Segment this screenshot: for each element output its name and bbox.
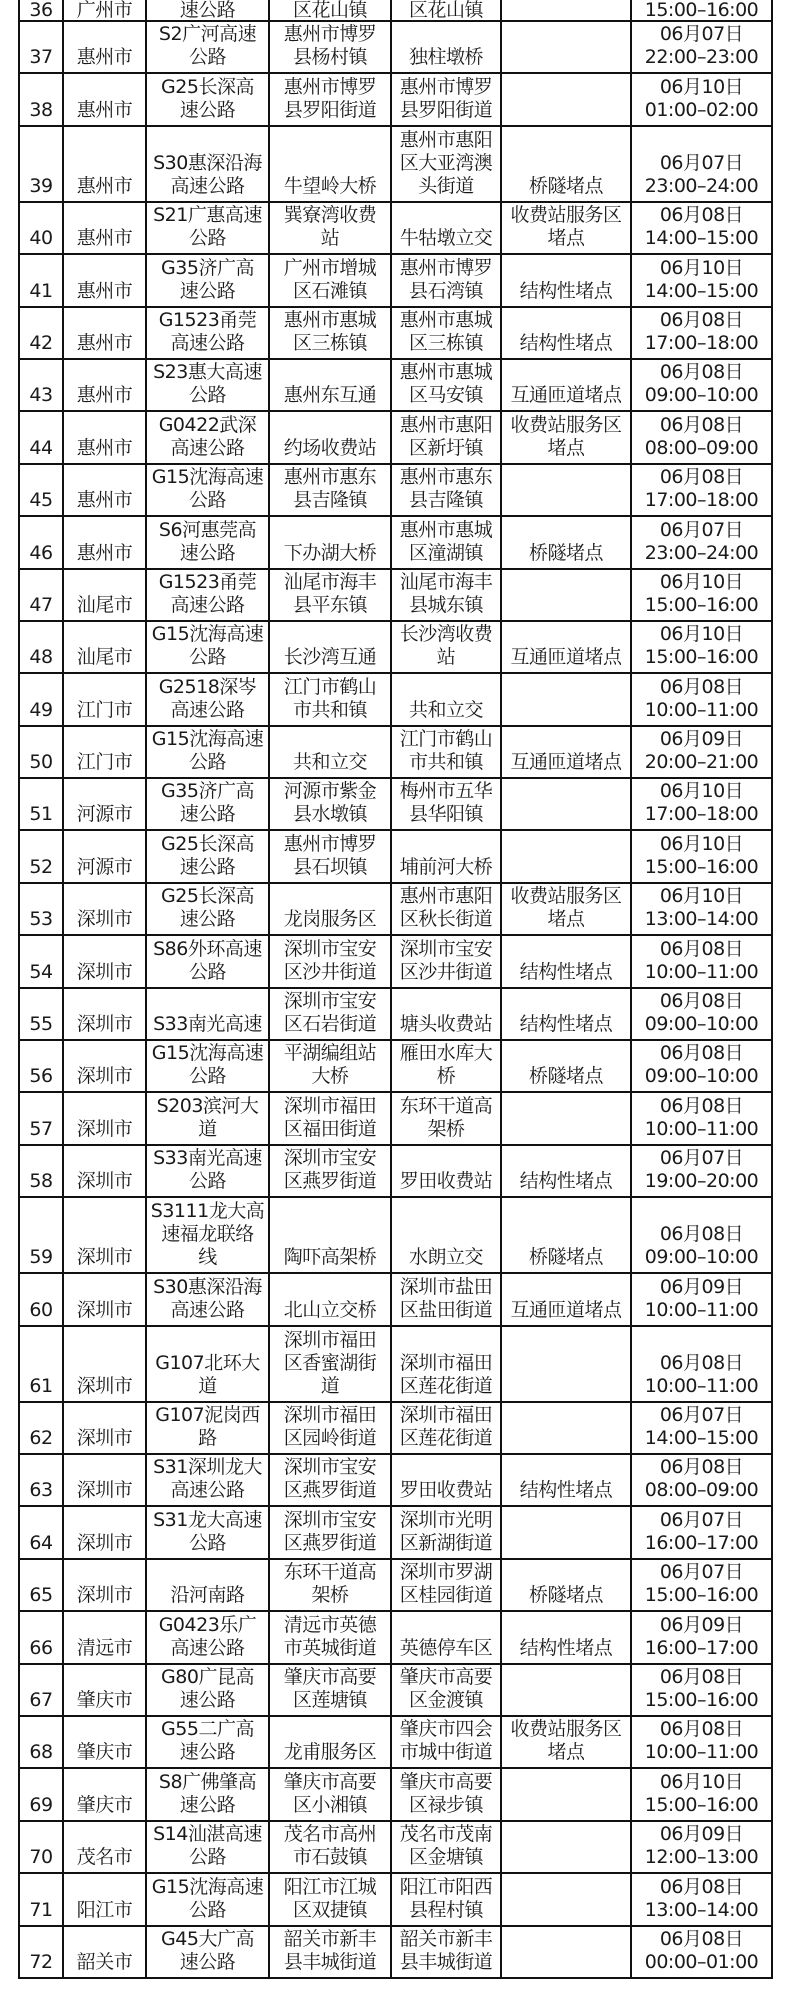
city-cell: 肇庆市: [63, 1664, 146, 1716]
road-name-cell: S21广惠高速 公路: [146, 202, 269, 254]
congestion-type-cell: 互通匝道堵点: [501, 1273, 631, 1325]
start-point-cell: 长沙湾互通: [269, 621, 391, 673]
start-point-cell: 龙岗服务区: [269, 883, 391, 935]
table-row: [19, 1145, 772, 1197]
time-window-cell: 06月08日 00:00–01:00: [631, 1926, 772, 1978]
table-row: [19, 621, 772, 673]
row-number-cell: 54: [19, 935, 63, 987]
city-cell: 深圳市: [63, 1454, 146, 1506]
road-name-cell: S31龙大高速 公路: [146, 1506, 269, 1558]
time-window-cell: 06月08日 13:00–14:00: [631, 1873, 772, 1925]
city-cell: 韶关市: [63, 1926, 146, 1978]
time-window-cell: 06月07日 16:00–17:00: [631, 1506, 772, 1558]
end-point-cell: 英德停车区: [391, 1611, 501, 1663]
congestion-type-cell: [501, 21, 631, 73]
city-cell: 惠州市: [63, 126, 146, 202]
table-row: [19, 1716, 772, 1768]
city-cell: 深圳市: [63, 935, 146, 987]
table-row: [19, 1926, 772, 1978]
congestion-type-cell: 结构性堵点: [501, 254, 631, 306]
table-body: [19, 0, 772, 1978]
time-window-cell: 06月09日 20:00–21:00: [631, 726, 772, 778]
start-point-cell: 北山立交桥: [269, 1273, 391, 1325]
congestion-type-cell: [501, 1821, 631, 1873]
congestion-type-cell: [501, 830, 631, 882]
start-point-cell: 深圳市宝安 区燕罗街道: [269, 1454, 391, 1506]
start-point-cell: 深圳市宝安 区石岩街道: [269, 988, 391, 1040]
row-number-cell: 63: [19, 1454, 63, 1506]
congestion-type-cell: 桥隧堵点: [501, 126, 631, 202]
row-number-cell: 42: [19, 307, 63, 359]
row-number-cell: 44: [19, 411, 63, 463]
time-window-cell: 06月10日 17:00–18:00: [631, 778, 772, 830]
time-window-cell: 06月08日 15:00–16:00: [631, 1664, 772, 1716]
row-number-cell: 49: [19, 673, 63, 725]
time-window-cell: 06月07日 19:00–20:00: [631, 1145, 772, 1197]
congestion-type-cell: [501, 778, 631, 830]
start-point-cell: 东环干道高 架桥: [269, 1559, 391, 1611]
row-number-cell: 58: [19, 1145, 63, 1197]
start-point-cell: 区花山镇: [269, 0, 391, 21]
start-point-cell: 惠州市博罗 县石坝镇: [269, 830, 391, 882]
city-cell: 深圳市: [63, 1273, 146, 1325]
road-name-cell: S8广佛肇高 速公路: [146, 1768, 269, 1820]
end-point-cell: 深圳市罗湖 区桂园街道: [391, 1559, 501, 1611]
table-row: [19, 988, 772, 1040]
road-name-cell: S23惠大高速 公路: [146, 359, 269, 411]
city-cell: 河源市: [63, 778, 146, 830]
row-number-cell: 65: [19, 1559, 63, 1611]
table-row: [19, 1611, 772, 1663]
congestion-type-cell: 结构性堵点: [501, 1454, 631, 1506]
start-point-cell: 河源市紫金 县水墩镇: [269, 778, 391, 830]
congestion-type-cell: 收费站服务区 堵点: [501, 1716, 631, 1768]
start-point-cell: 深圳市福田 区香蜜湖街 道: [269, 1326, 391, 1402]
congestion-type-cell: 结构性堵点: [501, 1145, 631, 1197]
road-name-cell: G45大广高 速公路: [146, 1926, 269, 1978]
table-row: [19, 1821, 772, 1873]
road-name-cell: G25长深高 速公路: [146, 883, 269, 935]
time-window-cell: 06月08日 09:00–10:00: [631, 1197, 772, 1273]
time-window-cell: 06月08日 10:00–11:00: [631, 1326, 772, 1402]
row-number-cell: 62: [19, 1402, 63, 1454]
end-point-cell: 共和立交: [391, 673, 501, 725]
city-cell: 惠州市: [63, 21, 146, 73]
start-point-cell: 阳江市江城 区双捷镇: [269, 1873, 391, 1925]
congestion-type-cell: [501, 1926, 631, 1978]
start-point-cell: 惠州市博罗 县罗阳街道: [269, 73, 391, 125]
end-point-cell: 深圳市盐田 区盐田街道: [391, 1273, 501, 1325]
time-window-cell: 06月10日 15:00–16:00: [631, 569, 772, 621]
time-window-cell: 06月08日 09:00–10:00: [631, 359, 772, 411]
start-point-cell: 共和立交: [269, 726, 391, 778]
row-number-cell: 46: [19, 516, 63, 568]
start-point-cell: 江门市鹤山 市共和镇: [269, 673, 391, 725]
road-name-cell: G2518深岑 高速公路: [146, 673, 269, 725]
table-row: [19, 1768, 772, 1820]
row-number-cell: 40: [19, 202, 63, 254]
end-point-cell: 深圳市光明 区新湖街道: [391, 1506, 501, 1558]
time-window-cell: 06月08日 14:00–15:00: [631, 202, 772, 254]
city-cell: 深圳市: [63, 1040, 146, 1092]
end-point-cell: 惠州市惠阳 区新圩镇: [391, 411, 501, 463]
congestion-type-cell: 收费站服务区 堵点: [501, 411, 631, 463]
congestion-type-cell: [501, 0, 631, 21]
table-row: [19, 1506, 772, 1558]
start-point-cell: 深圳市福田 区福田街道: [269, 1092, 391, 1144]
congestion-type-cell: 结构性堵点: [501, 935, 631, 987]
table-row: [19, 202, 772, 254]
start-point-cell: 约场收费站: [269, 411, 391, 463]
road-name-cell: G25长深高 速公路: [146, 73, 269, 125]
end-point-cell: 惠州市博罗 县石湾镇: [391, 254, 501, 306]
row-number-cell: 50: [19, 726, 63, 778]
congestion-type-cell: 互通匝道堵点: [501, 359, 631, 411]
start-point-cell: 汕尾市海丰 县平东镇: [269, 569, 391, 621]
table-row: [19, 1873, 772, 1925]
city-cell: 惠州市: [63, 254, 146, 306]
congestion-type-cell: [501, 1506, 631, 1558]
row-number-cell: 56: [19, 1040, 63, 1092]
road-name-cell: S6河惠莞高 速公路: [146, 516, 269, 568]
time-window-cell: 06月08日 17:00–18:00: [631, 464, 772, 516]
row-number-cell: 69: [19, 1768, 63, 1820]
city-cell: 河源市: [63, 830, 146, 882]
end-point-cell: 肇庆市高要 区金渡镇: [391, 1664, 501, 1716]
end-point-cell: 长沙湾收费 站: [391, 621, 501, 673]
road-name-cell: S30惠深沿海 高速公路: [146, 126, 269, 202]
road-name-cell: G0422武深 高速公路: [146, 411, 269, 463]
end-point-cell: 牛牯墩立交: [391, 202, 501, 254]
road-name-cell: G107泥岗西 路: [146, 1402, 269, 1454]
congestion-type-cell: [501, 673, 631, 725]
row-number-cell: 72: [19, 1926, 63, 1978]
start-point-cell: 广州市增城 区石滩镇: [269, 254, 391, 306]
city-cell: 惠州市: [63, 516, 146, 568]
start-point-cell: 茂名市高州 市石鼓镇: [269, 1821, 391, 1873]
row-number-cell: 52: [19, 830, 63, 882]
city-cell: 江门市: [63, 726, 146, 778]
congestion-type-cell: [501, 1326, 631, 1402]
row-number-cell: 67: [19, 1664, 63, 1716]
table-row: [19, 359, 772, 411]
time-window-cell: 06月09日 16:00–17:00: [631, 1611, 772, 1663]
congestion-type-cell: [501, 1402, 631, 1454]
start-point-cell: 惠州市惠城 区三栋镇: [269, 307, 391, 359]
end-point-cell: 水朗立交: [391, 1197, 501, 1273]
table-row: [19, 411, 772, 463]
road-name-cell: G15沈海高速 公路: [146, 464, 269, 516]
table-row: [19, 1402, 772, 1454]
row-number-cell: 71: [19, 1873, 63, 1925]
end-point-cell: 汕尾市海丰 县城东镇: [391, 569, 501, 621]
road-name-cell: G107北环大 道: [146, 1326, 269, 1402]
row-number-cell: 53: [19, 883, 63, 935]
road-name-cell: S3111龙大高 速福龙联络 线: [146, 1197, 269, 1273]
end-point-cell: 深圳市宝安 区沙井街道: [391, 935, 501, 987]
congestion-type-cell: 桥隧堵点: [501, 1559, 631, 1611]
time-window-cell: 06月08日 17:00–18:00: [631, 307, 772, 359]
city-cell: 深圳市: [63, 1559, 146, 1611]
start-point-cell: 深圳市福田 区园岭街道: [269, 1402, 391, 1454]
table-row: [19, 464, 772, 516]
end-point-cell: 埔前河大桥: [391, 830, 501, 882]
time-window-cell: 06月09日 12:00–13:00: [631, 1821, 772, 1873]
city-cell: 惠州市: [63, 411, 146, 463]
row-number-cell: 68: [19, 1716, 63, 1768]
time-window-cell: 06月10日 15:00–16:00: [631, 830, 772, 882]
row-number-cell: 36: [19, 0, 63, 21]
road-name-cell: G15沈海高速 公路: [146, 726, 269, 778]
congestion-type-cell: [501, 1664, 631, 1716]
time-window-cell: 06月08日 10:00–11:00: [631, 1092, 772, 1144]
time-window-cell: 06月07日 23:00–24:00: [631, 126, 772, 202]
table-row: [19, 935, 772, 987]
table-row: [19, 254, 772, 306]
time-window-cell: 06月08日 10:00–11:00: [631, 935, 772, 987]
congestion-type-cell: [501, 569, 631, 621]
start-point-cell: 深圳市宝安 区沙井街道: [269, 935, 391, 987]
row-number-cell: 70: [19, 1821, 63, 1873]
time-window-cell: 06月08日 08:00–09:00: [631, 411, 772, 463]
table-row: [19, 1040, 772, 1092]
road-name-cell: G15沈海高速 公路: [146, 621, 269, 673]
time-window-cell: 06月08日 09:00–10:00: [631, 988, 772, 1040]
congestion-type-cell: [501, 73, 631, 125]
city-cell: 深圳市: [63, 1506, 146, 1558]
city-cell: 深圳市: [63, 1092, 146, 1144]
end-point-cell: 肇庆市四会 市城中街道: [391, 1716, 501, 1768]
table-row: [19, 1092, 772, 1144]
table-row: [19, 569, 772, 621]
row-number-cell: 43: [19, 359, 63, 411]
time-window-cell: 06月08日 09:00–10:00: [631, 1040, 772, 1092]
table-row: [19, 126, 772, 202]
time-window-cell: 06月07日 15:00–16:00: [631, 1559, 772, 1611]
start-point-cell: 惠州东互通: [269, 359, 391, 411]
row-number-cell: 37: [19, 21, 63, 73]
row-number-cell: 59: [19, 1197, 63, 1273]
time-window-cell: 06月07日 14:00–15:00: [631, 1402, 772, 1454]
start-point-cell: 下办湖大桥: [269, 516, 391, 568]
start-point-cell: 深圳市宝安 区燕罗街道: [269, 1506, 391, 1558]
congestion-type-cell: 结构性堵点: [501, 307, 631, 359]
road-name-cell: S203滨河大 道: [146, 1092, 269, 1144]
city-cell: 茂名市: [63, 1821, 146, 1873]
table-row: [19, 307, 772, 359]
end-point-cell: 惠州市惠东 县吉隆镇: [391, 464, 501, 516]
time-window-cell: 06月10日 15:00–16:00: [631, 621, 772, 673]
road-name-cell: G55二广高 速公路: [146, 1716, 269, 1768]
time-window-cell: 06月10日 01:00–02:00: [631, 73, 772, 125]
road-name-cell: G15沈海高速 公路: [146, 1040, 269, 1092]
row-number-cell: 61: [19, 1326, 63, 1402]
congestion-type-cell: [501, 1092, 631, 1144]
row-number-cell: 47: [19, 569, 63, 621]
start-point-cell: 平湖编组站 大桥: [269, 1040, 391, 1092]
road-name-cell: S2广河高速 公路: [146, 21, 269, 73]
city-cell: 惠州市: [63, 464, 146, 516]
table-row: [19, 778, 772, 830]
row-number-cell: 45: [19, 464, 63, 516]
time-window-cell: 06月08日 08:00–09:00: [631, 1454, 772, 1506]
congestion-type-cell: [501, 1873, 631, 1925]
road-name-cell: G15沈海高速 公路: [146, 1873, 269, 1925]
table-row: [19, 516, 772, 568]
time-window-cell: 06月09日 10:00–11:00: [631, 1273, 772, 1325]
time-window-cell: 06月08日 10:00–11:00: [631, 673, 772, 725]
end-point-cell: 惠州市惠城 区潼湖镇: [391, 516, 501, 568]
table-row: [19, 673, 772, 725]
start-point-cell: 韶关市新丰 县丰城街道: [269, 1926, 391, 1978]
end-point-cell: 惠州市博罗 县罗阳街道: [391, 73, 501, 125]
road-name-cell: S33南光高速 公路: [146, 1145, 269, 1197]
road-name-cell: S14汕湛高速 公路: [146, 1821, 269, 1873]
table-row: [19, 0, 772, 21]
end-point-cell: 区花山镇: [391, 0, 501, 21]
road-name-cell: S31深圳龙大 高速公路: [146, 1454, 269, 1506]
city-cell: 深圳市: [63, 1402, 146, 1454]
congestion-type-cell: 桥隧堵点: [501, 1040, 631, 1092]
end-point-cell: 罗田收费站: [391, 1454, 501, 1506]
end-point-cell: 深圳市福田 区莲花街道: [391, 1326, 501, 1402]
time-window-cell: 06月07日 23:00–24:00: [631, 516, 772, 568]
table-row: [19, 830, 772, 882]
start-point-cell: 惠州市惠东 县吉隆镇: [269, 464, 391, 516]
congestion-type-cell: 互通匝道堵点: [501, 726, 631, 778]
city-cell: 深圳市: [63, 1197, 146, 1273]
end-point-cell: 惠州市惠阳 区大亚湾澳 头街道: [391, 126, 501, 202]
row-number-cell: 38: [19, 73, 63, 125]
city-cell: 肇庆市: [63, 1716, 146, 1768]
end-point-cell: 独柱墩桥: [391, 21, 501, 73]
end-point-cell: 塘头收费站: [391, 988, 501, 1040]
city-cell: 惠州市: [63, 359, 146, 411]
end-point-cell: 雁田水库大 桥: [391, 1040, 501, 1092]
row-number-cell: 57: [19, 1092, 63, 1144]
road-name-cell: G35济广高 速公路: [146, 254, 269, 306]
end-point-cell: 东环干道高 架桥: [391, 1092, 501, 1144]
city-cell: 清远市: [63, 1611, 146, 1663]
start-point-cell: 牛望岭大桥: [269, 126, 391, 202]
end-point-cell: 罗田收费站: [391, 1145, 501, 1197]
congestion-type-cell: 收费站服务区 堵点: [501, 202, 631, 254]
road-name-cell: G1523甬莞 高速公路: [146, 569, 269, 621]
city-cell: 汕尾市: [63, 569, 146, 621]
road-name-cell: G1523甬莞 高速公路: [146, 307, 269, 359]
start-point-cell: 陶吓高架桥: [269, 1197, 391, 1273]
congestion-type-cell: 互通匝道堵点: [501, 621, 631, 673]
start-point-cell: 肇庆市高要 区莲塘镇: [269, 1664, 391, 1716]
congestion-points-table: [18, 0, 773, 1979]
city-cell: 惠州市: [63, 73, 146, 125]
table-row: [19, 73, 772, 125]
end-point-cell: 深圳市福田 区莲花街道: [391, 1402, 501, 1454]
congestion-type-cell: 结构性堵点: [501, 1611, 631, 1663]
table-row: [19, 1664, 772, 1716]
city-cell: 汕尾市: [63, 621, 146, 673]
row-number-cell: 64: [19, 1506, 63, 1558]
table-row: [19, 1326, 772, 1402]
city-cell: 广州市: [63, 0, 146, 21]
table-row: [19, 726, 772, 778]
city-cell: 阳江市: [63, 1873, 146, 1925]
road-name-cell: G80广昆高 速公路: [146, 1664, 269, 1716]
road-name-cell: S30惠深沿海 高速公路: [146, 1273, 269, 1325]
time-window-cell: 06月10日 15:00–16:00: [631, 1768, 772, 1820]
end-point-cell: 梅州市五华 县华阳镇: [391, 778, 501, 830]
table-row: [19, 1273, 772, 1325]
time-window-cell: 06月10日 14:00–15:00: [631, 254, 772, 306]
time-window-cell: 06月07日 22:00–23:00: [631, 21, 772, 73]
row-number-cell: 41: [19, 254, 63, 306]
congestion-type-cell: 桥隧堵点: [501, 516, 631, 568]
city-cell: 肇庆市: [63, 1768, 146, 1820]
road-name-cell: G35济广高 速公路: [146, 778, 269, 830]
end-point-cell: 阳江市阳西 县程村镇: [391, 1873, 501, 1925]
road-name-cell: S33南光高速: [146, 988, 269, 1040]
time-window-cell: 06月08日 10:00–11:00: [631, 1716, 772, 1768]
row-number-cell: 60: [19, 1273, 63, 1325]
row-number-cell: 48: [19, 621, 63, 673]
end-point-cell: 韶关市新丰 县丰城街道: [391, 1926, 501, 1978]
city-cell: 深圳市: [63, 988, 146, 1040]
time-window-cell: 15:00–16:00: [631, 0, 772, 21]
end-point-cell: 惠州市惠阳 区秋长街道: [391, 883, 501, 935]
start-point-cell: 肇庆市高要 区小湘镇: [269, 1768, 391, 1820]
city-cell: 深圳市: [63, 1326, 146, 1402]
congestion-type-cell: 结构性堵点: [501, 988, 631, 1040]
road-name-cell: G0423乐广 高速公路: [146, 1611, 269, 1663]
table-row: [19, 1454, 772, 1506]
table-row: [19, 21, 772, 73]
row-number-cell: 39: [19, 126, 63, 202]
start-point-cell: 深圳市宝安 区燕罗街道: [269, 1145, 391, 1197]
start-point-cell: 巽寮湾收费 站: [269, 202, 391, 254]
table-row: [19, 1197, 772, 1273]
congestion-type-cell: [501, 464, 631, 516]
row-number-cell: 66: [19, 1611, 63, 1663]
road-name-cell: 速公路: [146, 0, 269, 21]
end-point-cell: 惠州市惠城 区马安镇: [391, 359, 501, 411]
city-cell: 江门市: [63, 673, 146, 725]
end-point-cell: 江门市鹤山 市共和镇: [391, 726, 501, 778]
end-point-cell: 肇庆市高要 区禄步镇: [391, 1768, 501, 1820]
city-cell: 惠州市: [63, 307, 146, 359]
road-name-cell: 沿河南路: [146, 1559, 269, 1611]
city-cell: 惠州市: [63, 202, 146, 254]
table-row: [19, 1559, 772, 1611]
city-cell: 深圳市: [63, 1145, 146, 1197]
end-point-cell: 惠州市惠城 区三栋镇: [391, 307, 501, 359]
congestion-type-cell: [501, 1768, 631, 1820]
end-point-cell: 茂名市茂南 区金塘镇: [391, 1821, 501, 1873]
road-name-cell: G25长深高 速公路: [146, 830, 269, 882]
row-number-cell: 51: [19, 778, 63, 830]
table-row: [19, 883, 772, 935]
row-number-cell: 55: [19, 988, 63, 1040]
road-name-cell: S86外环高速 公路: [146, 935, 269, 987]
start-point-cell: 清远市英德 市英城街道: [269, 1611, 391, 1663]
city-cell: 深圳市: [63, 883, 146, 935]
time-window-cell: 06月10日 13:00–14:00: [631, 883, 772, 935]
start-point-cell: 龙甫服务区: [269, 1716, 391, 1768]
congestion-type-cell: 桥隧堵点: [501, 1197, 631, 1273]
congestion-type-cell: 收费站服务区 堵点: [501, 883, 631, 935]
start-point-cell: 惠州市博罗 县杨村镇: [269, 21, 391, 73]
